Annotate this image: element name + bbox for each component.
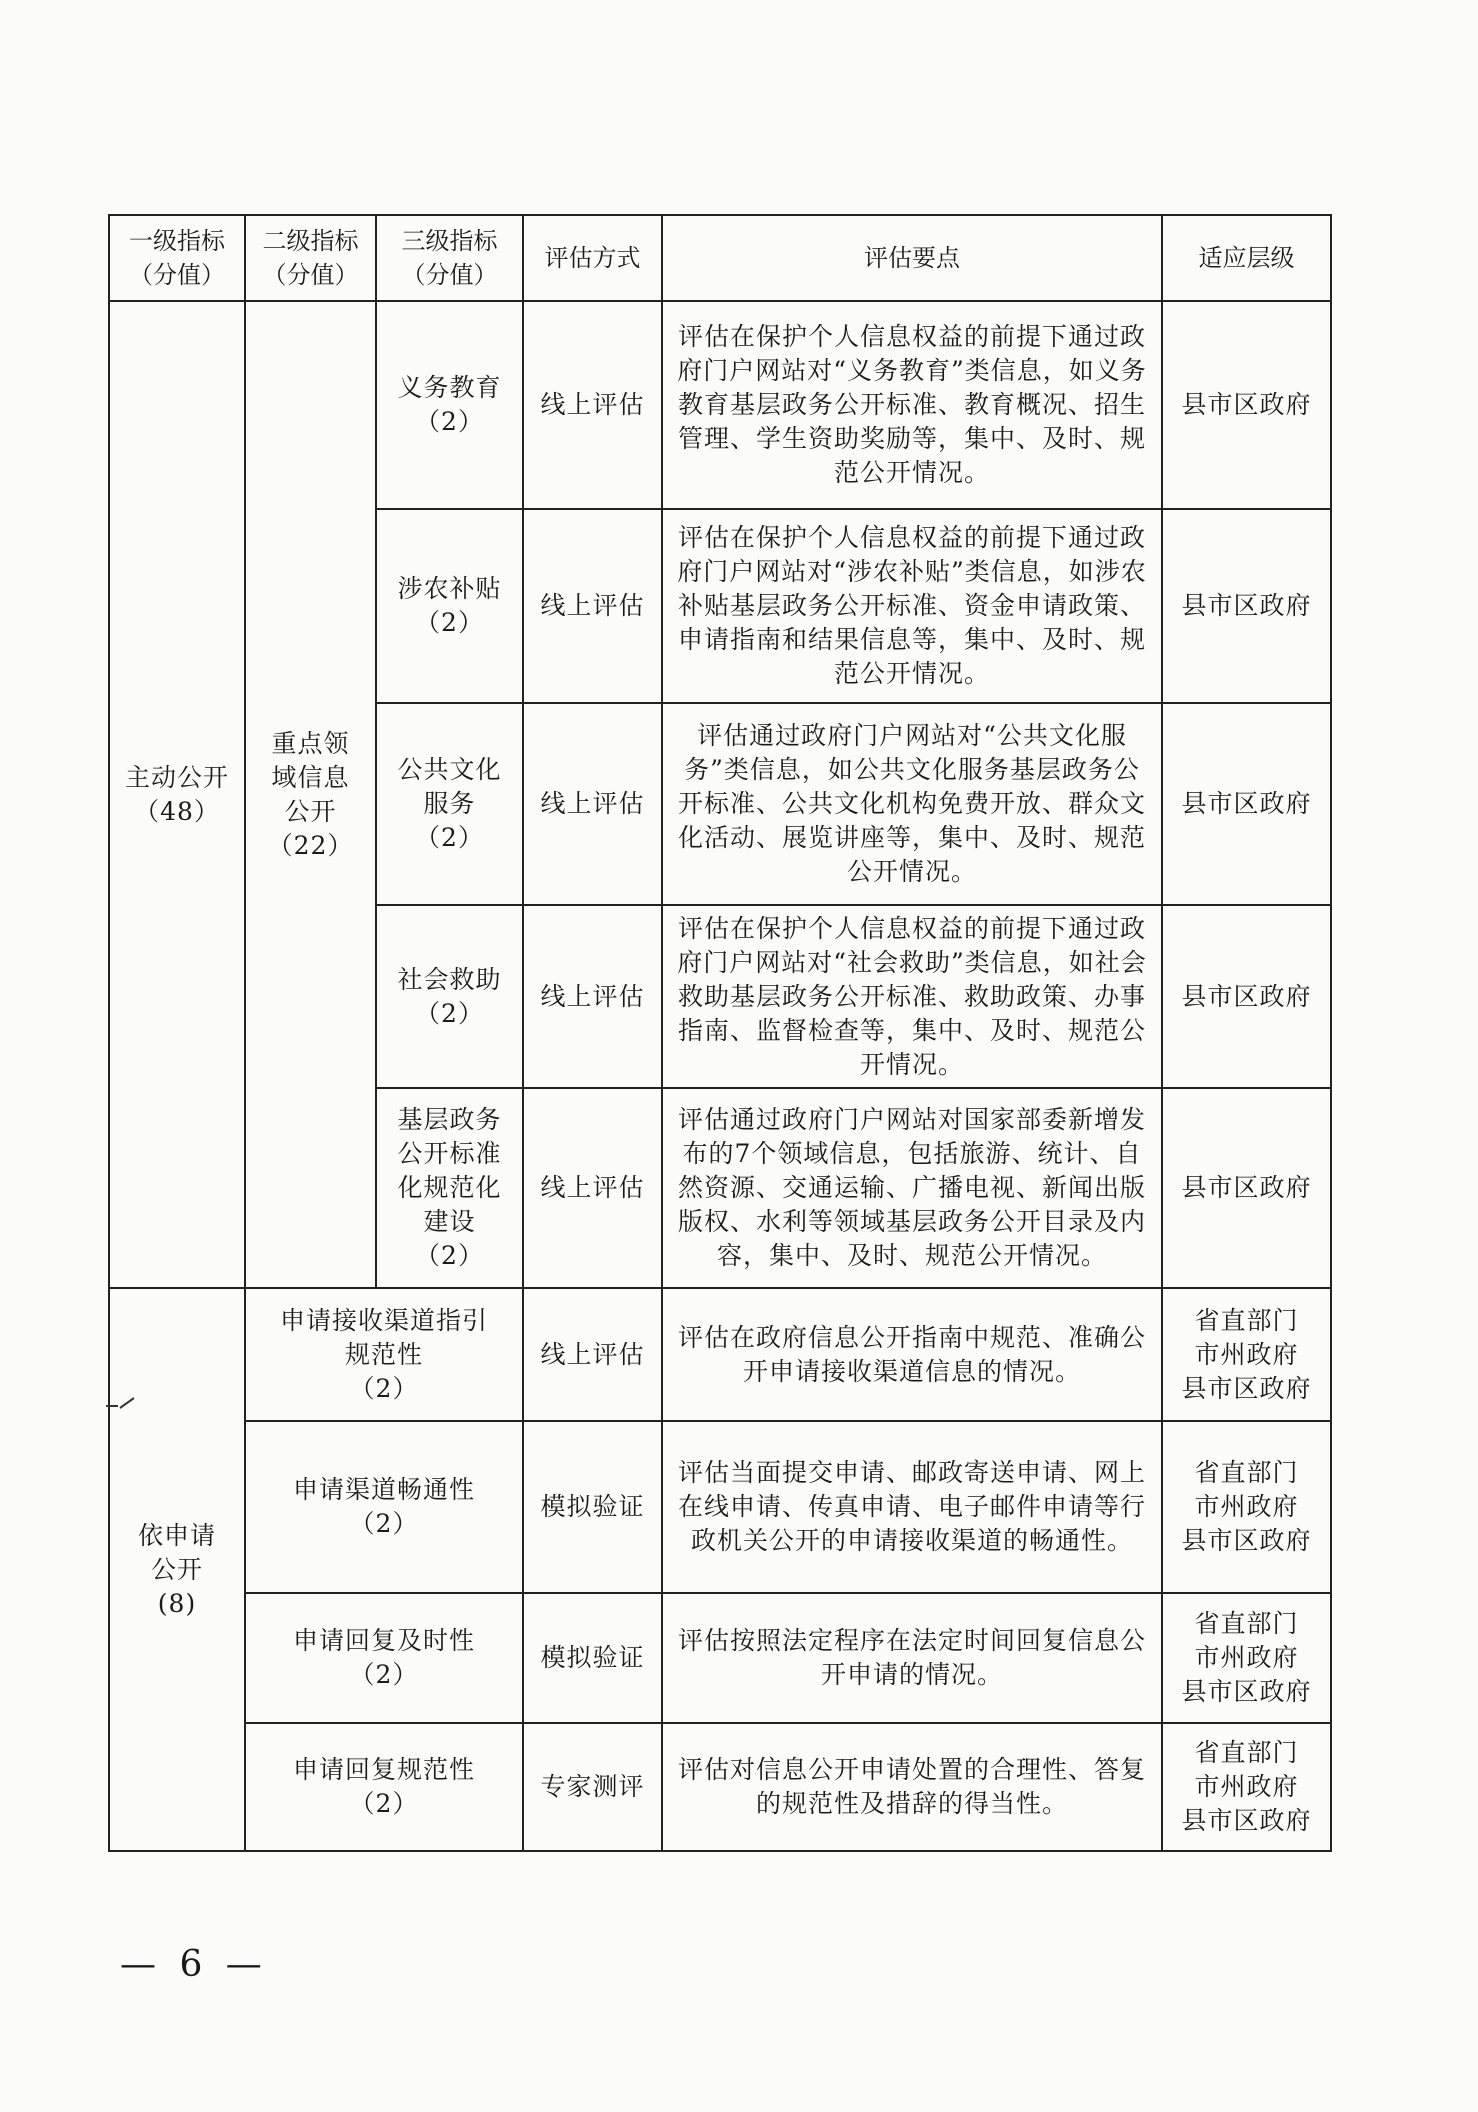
points-cell: 评估在政府信息公开指南中规范、准确公开申请接收渠道信息的情况。 (662, 1288, 1162, 1421)
level3-cell: 义务教育 （2） (376, 301, 523, 509)
level1-active-disclosure: 主动公开 （48） (109, 301, 245, 1288)
points-cell: 评估在保护个人信息权益的前提下通过政府门户网站对“社会救助”类信息，如社会救助基层政务公开标准、救助政策、办事指南、监督检查等，集中、及时、规范公开情况。 (662, 905, 1162, 1088)
level3-cell: 社会救助 （2） (376, 905, 523, 1088)
table-row (109, 1593, 1331, 1723)
level3-cell: 公共文化 服务 （2） (376, 703, 523, 905)
level3-cell: 涉农补贴 （2） (376, 509, 523, 703)
level2-key-areas: 重点领 域信息 公开 （22） (245, 301, 376, 1288)
header-level1: 一级指标 （分值） (109, 215, 245, 301)
points-cell: 评估对信息公开申请处置的合理性、答复的规范性及措辞的得当性。 (662, 1723, 1162, 1851)
pen-mark-icon (104, 1392, 144, 1412)
level23-cell: 申请渠道畅通性 （2） (245, 1421, 523, 1593)
page-number: — 6 — (120, 1944, 268, 1985)
method-cell: 线上评估 (523, 301, 662, 509)
level23-cell: 申请回复规范性 （2） (245, 1723, 523, 1851)
table-row (109, 1288, 1331, 1421)
header-level3: 三级指标 （分值） (376, 215, 523, 301)
level23-cell: 申请接收渠道指引 规范性 （2） (245, 1288, 523, 1421)
level3-cell: 基层政务 公开标准 化规范化 建设 （2） (376, 1088, 523, 1288)
level-cell: 省直部门 市州政府 县市区政府 (1162, 1723, 1331, 1851)
method-cell: 线上评估 (523, 509, 662, 703)
level-cell: 县市区政府 (1162, 1088, 1331, 1288)
header-level2: 二级指标 （分值） (245, 215, 376, 301)
level-cell: 县市区政府 (1162, 703, 1331, 905)
method-cell: 线上评估 (523, 905, 662, 1088)
level-cell: 省直部门 市州政府 县市区政府 (1162, 1288, 1331, 1421)
points-cell: 评估通过政府门户网站对国家部委新增发布的7个领域信息，包括旅游、统计、自然资源、交通运输、广播电视、新闻出版版权、水利等领域基层政务公开目录及内容，集中、及时、规范公开情况。 (662, 1088, 1162, 1288)
table-row (109, 1723, 1331, 1851)
level-cell: 省直部门 市州政府 县市区政府 (1162, 1593, 1331, 1723)
level23-cell: 申请回复及时性 （2） (245, 1593, 523, 1723)
level-cell: 县市区政府 (1162, 301, 1331, 509)
level1-on-request-disclosure: 依申请 公开 (8) (109, 1288, 245, 1851)
header-points: 评估要点 (662, 215, 1162, 301)
table-row (109, 1421, 1331, 1593)
evaluation-index-table (108, 214, 1332, 1852)
level-cell: 县市区政府 (1162, 905, 1331, 1088)
method-cell: 模拟验证 (523, 1593, 662, 1723)
level-cell: 省直部门 市州政府 县市区政府 (1162, 1421, 1331, 1593)
method-cell: 专家测评 (523, 1723, 662, 1851)
table-header-row (109, 215, 1331, 301)
points-cell: 评估按照法定程序在法定时间回复信息公开申请的情况。 (662, 1593, 1162, 1723)
method-cell: 线上评估 (523, 703, 662, 905)
points-cell: 评估通过政府门户网站对“公共文化服务”类信息，如公共文化服务基层政务公开标准、公共文化机构免费开放、群众文化活动、展览讲座等，集中、及时、规范公开情况。 (662, 703, 1162, 905)
table-row (109, 301, 1331, 509)
method-cell: 线上评估 (523, 1088, 662, 1288)
method-cell: 模拟验证 (523, 1421, 662, 1593)
method-cell: 线上评估 (523, 1288, 662, 1421)
level-cell: 县市区政府 (1162, 509, 1331, 703)
points-cell: 评估当面提交申请、邮政寄送申请、网上在线申请、传真申请、电子邮件申请等行政机关公开的申请接收渠道的畅通性。 (662, 1421, 1162, 1593)
points-cell: 评估在保护个人信息权益的前提下通过政府门户网站对“义务教育”类信息，如义务教育基层政务公开标准、教育概况、招生管理、学生资助奖励等，集中、及时、规范公开情况。 (662, 301, 1162, 509)
header-level: 适应层级 (1162, 215, 1331, 301)
points-cell: 评估在保护个人信息权益的前提下通过政府门户网站对“涉农补贴”类信息，如涉农补贴基层政务公开标准、资金申请政策、申请指南和结果信息等，集中、及时、规范公开情况。 (662, 509, 1162, 703)
header-method: 评估方式 (523, 215, 662, 301)
